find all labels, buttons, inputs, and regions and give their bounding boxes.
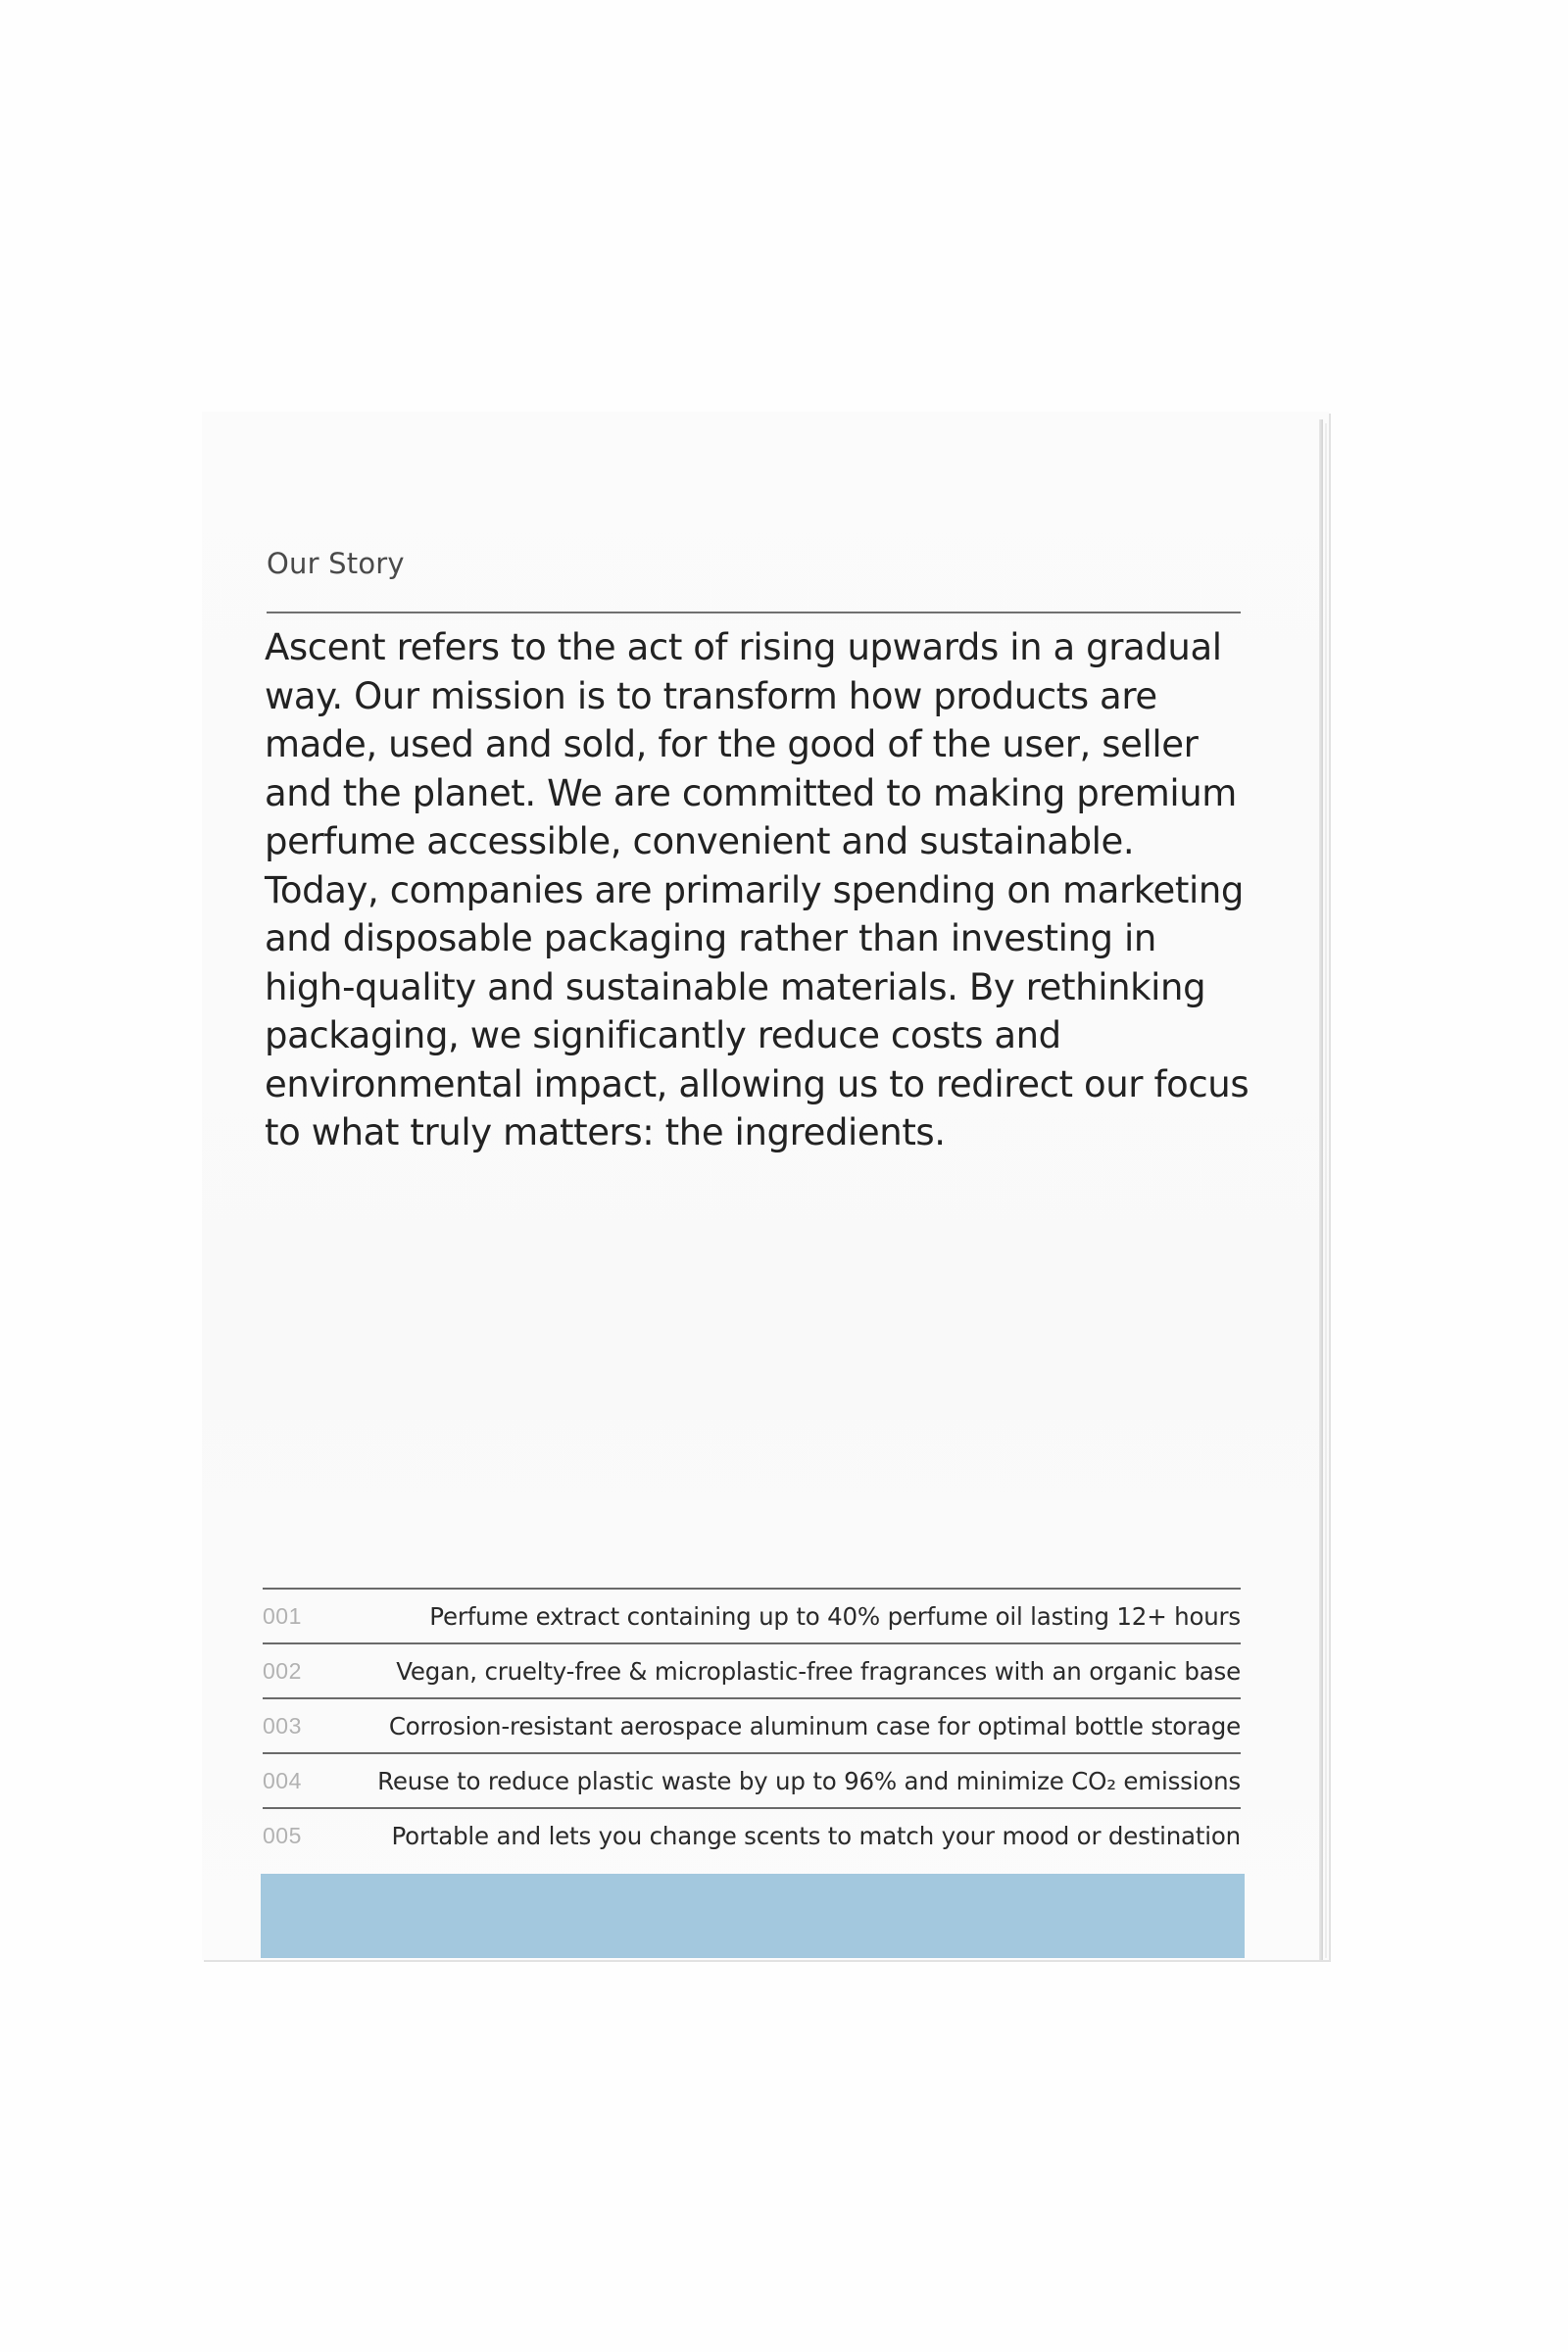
feature-row — [263, 1590, 1241, 1644]
feature-list — [263, 1588, 1241, 1862]
feature-number: 005 — [263, 1823, 302, 1848]
story-paragraph: Ascent refers to the act of rising upwards in a gradual way. Our mission is to transform how products are made, used and sold, for the good of the user, seller and the planet. We are committed to making premium perfume accessible, convenient and sustainable. Today, companies are primarily spending on marketing and disposable packaging rather than investing in high-quality and sustainable materials. By rethinking packaging, we significantly reduce costs and environmental impact, allowing us to redirect our focus to what truly matters: the ingredients. — [265, 626, 1250, 1153]
feature-text: Vegan, cruelty-free & microplastic-free fragrances with an organic base — [396, 1657, 1241, 1686]
feature-text: Perfume extract containing up to 40% perfume oil lasting 12+ hours — [429, 1602, 1241, 1631]
feature-number: 001 — [263, 1603, 302, 1629]
feature-row — [263, 1809, 1241, 1862]
feature-number: 002 — [263, 1658, 302, 1684]
card-edge-shadow — [1319, 419, 1323, 1960]
feature-row — [263, 1699, 1241, 1754]
feature-row — [263, 1754, 1241, 1809]
feature-text: Portable and lets you change scents to match your mood or destination — [391, 1822, 1241, 1850]
feature-number: 003 — [263, 1713, 302, 1739]
feature-number: 004 — [263, 1768, 302, 1793]
card-edge-highlight — [1325, 423, 1327, 1958]
accent-color-band — [261, 1874, 1245, 1958]
feature-row — [263, 1644, 1241, 1699]
heading-divider — [267, 612, 1241, 613]
section-heading: Our Story — [267, 547, 405, 580]
feature-text: Reuse to reduce plastic waste by up to 96% and minimize CO₂ emissions — [377, 1767, 1241, 1795]
feature-text: Corrosion-resistant aerospace aluminum case for optimal bottle storage — [388, 1712, 1241, 1740]
